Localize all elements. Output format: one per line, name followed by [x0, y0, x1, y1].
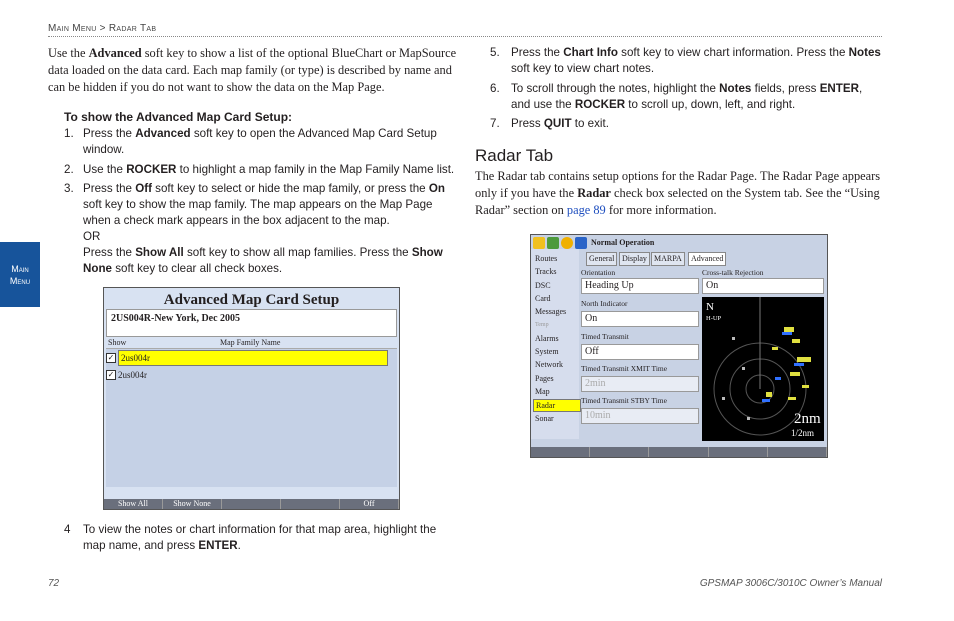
menu-item-radar[interactable]: Radar: [533, 399, 581, 412]
field-orientation[interactable]: Heading Up: [581, 278, 699, 294]
map-family-name: 2us004r: [118, 370, 147, 380]
menu-item-pages[interactable]: Pages: [535, 373, 554, 383]
step-1: 1. Press the Advanced soft key to open the Advanced Map Card Setup window.: [64, 127, 437, 156]
menu-item-alarms[interactable]: Alarms: [535, 333, 559, 343]
field-label-timed: Timed Transmit: [581, 332, 629, 341]
field-label-xmit: Timed Transmit XMIT Time: [581, 364, 668, 373]
radar-tab-body: The Radar tab contains setup options for the Radar Page. The Radar Page appears only if you have the Radar check box selected on the System tab. See the “Using Radar” section on page 89 for more information.: [475, 169, 881, 217]
field-crosstalk[interactable]: On: [702, 278, 824, 294]
softkey-show-none[interactable]: Show None: [163, 499, 222, 509]
page-number: 72: [48, 578, 60, 589]
header-rule: [48, 36, 882, 37]
side-tab-line2: Menu: [9, 275, 31, 286]
radar-mode: H-UP: [706, 315, 722, 322]
softkey-blank[interactable]: [768, 447, 827, 457]
side-section-tab: [0, 242, 40, 307]
status-text: Normal Operation: [591, 238, 655, 247]
field-label-stby: Timed Transmit STBY Time: [581, 396, 667, 405]
field-label-north: North Indicator: [581, 299, 628, 308]
datacard-label: 2US004R-New York, Dec 2005: [106, 309, 397, 337]
softkey-blank[interactable]: [709, 447, 768, 457]
col-map-family: Map Family Name: [220, 338, 281, 347]
tab-general[interactable]: General: [586, 252, 617, 266]
menu-item-card[interactable]: Card: [535, 293, 551, 303]
radar-tab-heading: Radar Tab: [475, 146, 554, 165]
menu-item-routes[interactable]: Routes: [535, 254, 558, 263]
breadcrumb: Main Menu > Radar Tab: [48, 23, 157, 34]
menu-item-sonar[interactable]: Sonar: [535, 413, 554, 423]
softkey-off[interactable]: Off: [340, 499, 399, 509]
intro-paragraph: Use the Advanced soft key to show a list of the optional BlueChart or MapSource data loaded on the data card. Each map family (or type) is described by name and can be hidden if you do not want to show the data on the Map Page.: [48, 46, 457, 94]
map-family-row[interactable]: [106, 351, 391, 365]
range-ring: 1/2nm: [791, 428, 815, 438]
menu-item-temp[interactable]: Temp: [535, 321, 549, 328]
status-icon: [575, 237, 587, 249]
check-icon[interactable]: ✓: [107, 370, 115, 379]
menu-item-dsc[interactable]: DSC: [535, 280, 551, 290]
softkey-bar: [104, 499, 399, 509]
side-tab-line1: Main: [11, 263, 29, 274]
tab-display[interactable]: Display: [619, 252, 650, 266]
softkey-blank[interactable]: [281, 499, 340, 509]
softkey-show-all[interactable]: Show All: [104, 499, 163, 509]
field-label-orientation: Orientation: [581, 268, 616, 277]
advanced-screen-title: Advanced Map Card Setup: [163, 292, 340, 308]
radar-softkey-bar: [531, 447, 827, 457]
status-icons: [533, 237, 587, 249]
field-xmit-time[interactable]: 2min: [581, 376, 699, 392]
page-link[interactable]: page 89: [566, 203, 606, 217]
tab-advanced[interactable]: Advanced: [688, 252, 726, 266]
map-family-row[interactable]: [106, 368, 147, 382]
check-icon[interactable]: ✓: [107, 353, 115, 362]
north-letter: N: [706, 301, 714, 313]
map-family-list: [106, 348, 397, 487]
status-icon: [561, 237, 573, 249]
softkey-blank[interactable]: [590, 447, 649, 457]
softkey-blank[interactable]: [222, 499, 281, 509]
menu-item-map[interactable]: Map: [535, 387, 550, 396]
status-icon: [547, 237, 559, 249]
menu-item-network[interactable]: Network: [535, 360, 563, 370]
softkey-blank[interactable]: [531, 447, 590, 457]
field-timed-transmit[interactable]: Off: [581, 344, 699, 360]
softkey-blank[interactable]: [649, 447, 708, 457]
map-family-name: 2us004r: [118, 350, 388, 366]
radar-tab-screenshot: [530, 234, 828, 458]
menu-item-messages[interactable]: Messages: [535, 307, 567, 317]
col-show: Show: [108, 338, 127, 347]
status-icon: [533, 237, 545, 249]
tab-marpa[interactable]: MARPA: [651, 252, 685, 266]
field-stby-time[interactable]: 10min: [581, 408, 699, 424]
procedure-title: To show the Advanced Map Card Setup:: [64, 110, 293, 124]
advanced-map-card-screenshot: [103, 287, 400, 510]
manual-title: GPSMAP 3006C/3010C Owner’s Manual: [699, 578, 882, 589]
field-label-crosstalk: Cross-talk Rejection: [702, 268, 764, 277]
menu-item-system[interactable]: System: [535, 347, 559, 357]
field-north-indicator[interactable]: On: [581, 311, 699, 327]
step-3-or: OR: [83, 230, 101, 243]
menu-item-tracks[interactable]: Tracks: [535, 267, 557, 277]
range-main: 2nm: [794, 411, 821, 427]
